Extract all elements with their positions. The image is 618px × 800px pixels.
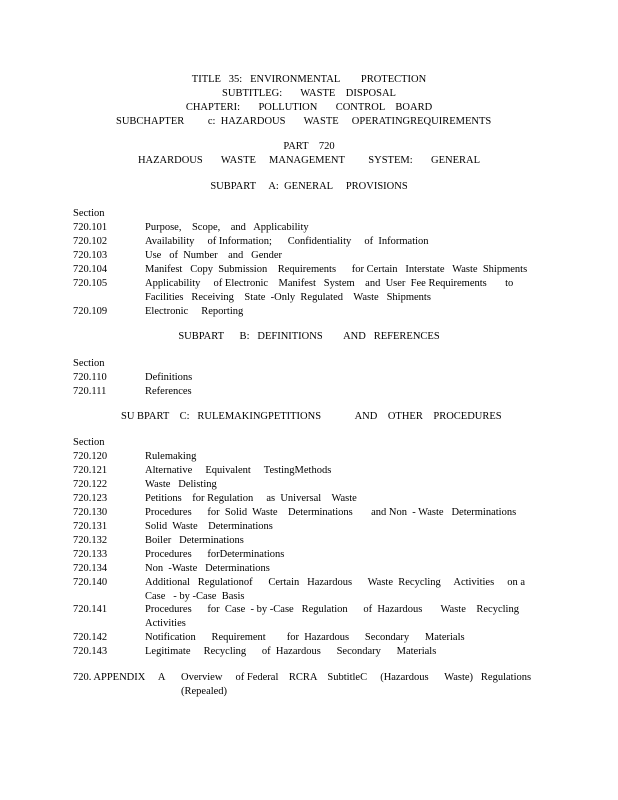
section-title: Procedures for Solid Waste Determinations and Non - Waste Determinations — [145, 507, 517, 518]
section-number: 720.104 — [73, 264, 108, 275]
subchapter-heading: SUBCHAPTER c: HAZARDOUS WASTE OPERATINGREQUIREMENTS — [116, 116, 492, 127]
section-number: 720.143 — [73, 646, 108, 657]
appendix-title-continued: (Repealed) — [181, 686, 228, 697]
section-label: Section — [73, 437, 105, 448]
section-title: Procedures forDeterminations — [145, 549, 285, 560]
section-number: 720.134 — [73, 563, 108, 574]
section-title: Definitions — [145, 372, 193, 383]
section-number: 720.141 — [73, 604, 108, 615]
section-number: 720.133 — [73, 549, 108, 560]
section-number: 720.101 — [73, 222, 108, 233]
section-title: Electronic Reporting — [145, 306, 244, 317]
section-title: Solid Waste Determinations — [145, 521, 273, 532]
subpart-c-heading: SU BPART C: RULEMAKINGPETITIONS AND OTHER PROCEDURES — [121, 411, 502, 422]
subpart-a-heading: SUBPART A: GENERAL PROVISIONS — [210, 181, 408, 192]
section-title: Legitimate Recycling of Hazardous Secondary Materials — [145, 646, 437, 657]
section-title: Purpose, Scope, and Applicability — [145, 222, 309, 233]
section-label: Section — [73, 208, 105, 219]
section-title: Applicability of Electronic Manifest System and User Fee Requirements to — [145, 278, 514, 289]
subtitle-heading: SUBTITLEG: WASTE DISPOSAL — [222, 88, 396, 99]
appendix-title: Overview of Federal RCRA SubtitleC (Hazardous Waste) Regulations — [181, 672, 532, 683]
section-title: Use of Number and Gender — [145, 250, 283, 261]
section-number: 720.109 — [73, 306, 108, 317]
section-title: References — [145, 386, 192, 397]
section-number: 720.130 — [73, 507, 108, 518]
section-title: Notification Requirement for Hazardous Secondary Materials — [145, 632, 465, 643]
section-number: 720.122 — [73, 479, 108, 490]
section-number: 720.103 — [73, 250, 108, 261]
section-label: Section — [73, 358, 105, 369]
part-title-heading: HAZARDOUS WASTE MANAGEMENT SYSTEM: GENERAL — [137, 155, 481, 166]
section-number: 720.142 — [73, 632, 108, 643]
section-number: 720.111 — [73, 386, 107, 397]
section-title: Waste Delisting — [145, 479, 217, 490]
section-number: 720.140 — [73, 577, 108, 588]
section-title: Non -Waste Determinations — [145, 563, 270, 574]
section-title: Petitions for Regulation as Universal Waste — [145, 493, 357, 504]
part-heading: PART 720 — [283, 141, 335, 152]
section-number: 720.131 — [73, 521, 108, 532]
section-title-continued: Activities — [145, 618, 186, 629]
section-title-continued: Facilities Receiving State -Only Regulated Waste Shipments — [145, 292, 431, 303]
section-title-continued: Case - by -Case Basis — [145, 591, 245, 602]
section-title: Boiler Determinations — [145, 535, 244, 546]
section-number: 720.105 — [73, 278, 108, 289]
section-title: Availability of Information; Confidentiality of Information — [145, 236, 429, 247]
section-number: 720.123 — [73, 493, 108, 504]
section-title: Procedures for Case - by -Case Regulation of Hazardous Waste Recycling — [145, 604, 519, 615]
section-number: 720.102 — [73, 236, 108, 247]
section-title: Rulemaking — [145, 451, 197, 462]
title-heading: TITLE 35: ENVIRONMENTAL PROTECTION — [191, 74, 427, 85]
section-title: Alternative Equivalent TestingMethods — [145, 465, 332, 476]
section-number: 720.120 — [73, 451, 108, 462]
subpart-b-heading: SUBPART B: DEFINITIONS AND REFERENCES — [178, 331, 440, 342]
section-title: Manifest Copy Submission Requirements for Certain Interstate Waste Shipments — [145, 264, 528, 275]
section-number: 720.132 — [73, 535, 108, 546]
appendix-label: 720. APPENDIX A — [73, 672, 166, 683]
section-number: 720.121 — [73, 465, 108, 476]
chapter-heading: CHAPTERI: POLLUTION CONTROL BOARD — [185, 102, 433, 113]
section-title: Additional Regulationof Certain Hazardous Waste Recycling Activities on a — [145, 577, 526, 588]
section-number: 720.110 — [73, 372, 107, 383]
